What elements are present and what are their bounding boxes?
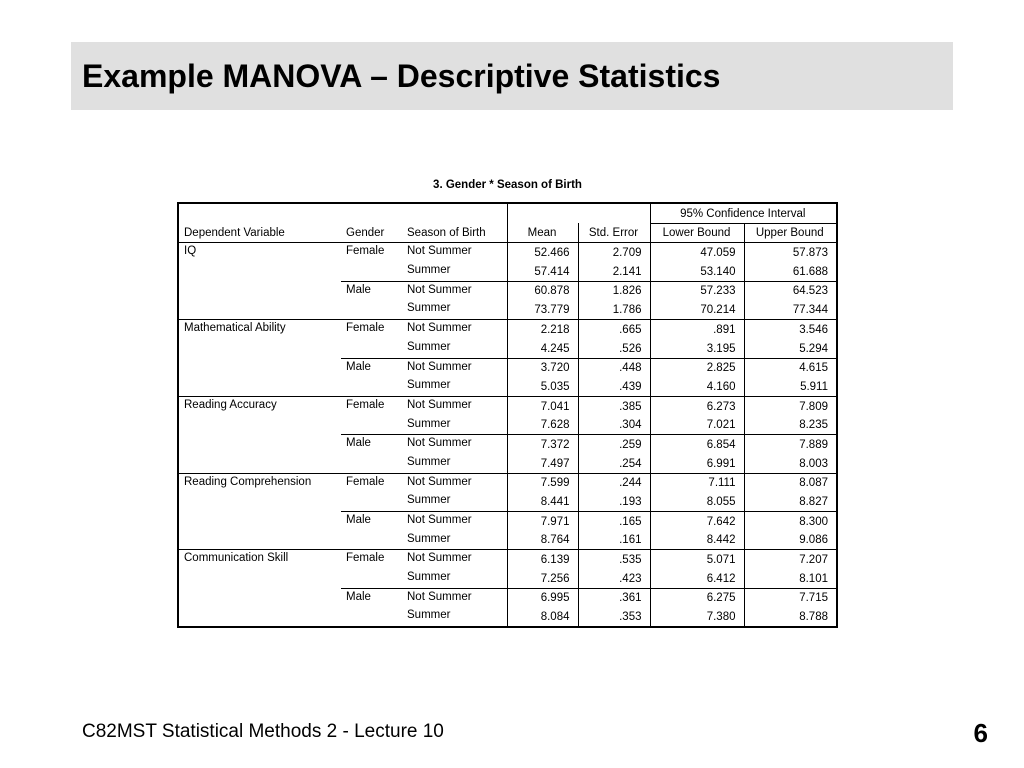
table-row [178,454,837,473]
slide-title: Example MANOVA – Descriptive Statistics [82,58,721,94]
cell-upper-bound: 8.003 [744,454,837,473]
cell-season: Not Summer [407,245,472,258]
cell-season: Not Summer [402,588,507,607]
cell-gender [341,300,402,319]
table-row [178,416,837,435]
cell-std-error: 1.826 [578,281,650,300]
table-body [178,243,837,627]
cell-mean: 7.497 [507,454,578,473]
table-row [178,358,837,377]
cell-lower-bound: 70.214 [650,300,744,319]
cell-lower-bound: 53.140 [650,262,744,281]
header-row-ci [178,203,837,223]
cell-mean: 6.995 [507,588,578,607]
cell-upper-bound: 5.911 [744,377,837,396]
cell-lower-bound: 6.991 [650,454,744,473]
cell-dependent-variable [178,262,341,281]
cell-lower-bound: 7.380 [650,607,744,627]
col-header-std-error: Std. Error [578,223,650,243]
cell-std-error: .439 [578,377,650,396]
cell-std-error: .161 [578,531,650,550]
cell-std-error: .165 [578,512,650,531]
table-caption: 3. Gender * Season of Birth [433,179,582,191]
header-row-columns [178,223,837,243]
table-row [178,377,837,396]
cell-std-error: .385 [578,396,650,415]
cell-lower-bound: 47.059 [650,243,744,262]
table-row [178,300,837,319]
cell-upper-bound: 7.715 [744,588,837,607]
cell-mean: 52.466 [507,243,578,262]
table-row [178,396,837,415]
cell-mean: 8.441 [507,492,578,511]
cell-dependent-variable [178,377,341,396]
cell-dependent-variable [178,339,341,358]
footer-course-title: C82MST Statistical Methods 2 - Lecture 10 [82,721,444,742]
cell-gender [341,416,402,435]
cell-std-error: .193 [578,492,650,511]
cell-lower-bound: 6.412 [650,569,744,588]
cell-upper-bound: 77.344 [744,300,837,319]
cell-lower-bound: 7.111 [650,473,744,492]
table-row [178,588,837,607]
cell-mean: 7.628 [507,416,578,435]
cell-upper-bound: 4.615 [744,358,837,377]
cell-mean: 3.720 [507,358,578,377]
cell-season: Summer [407,302,451,315]
header-spacer [402,203,507,223]
cell-dependent-variable: IQ [184,245,197,258]
cell-season: Not Summer [402,435,507,454]
cell-lower-bound: 4.160 [650,377,744,396]
cell-gender [341,454,402,473]
col-header-mean: Mean [507,223,578,243]
cell-dependent-variable: Reading Comprehension [178,473,341,492]
cell-mean: 8.084 [507,607,578,627]
cell-std-error: .526 [578,339,650,358]
table-row [178,607,837,627]
cell-gender: Male [341,358,402,377]
cell-std-error: 2.141 [578,262,650,281]
cell-lower-bound: 8.442 [650,531,744,550]
cell-std-error: .423 [578,569,650,588]
cell-lower-bound: 6.854 [650,435,744,454]
cell-dependent-variable [178,416,341,435]
page-number: 6 [973,718,988,748]
cell-upper-bound: 5.294 [744,339,837,358]
col-header-upper-bound: Upper Bound [744,223,837,243]
table-row [178,320,837,339]
cell-std-error: .448 [578,358,650,377]
cell-upper-bound: 9.086 [744,531,837,550]
cell-lower-bound: 6.273 [650,396,744,415]
cell-mean: 60.878 [507,281,578,300]
cell-mean: 4.245 [507,339,578,358]
cell-season: Not Summer [402,281,507,300]
table-row [178,569,837,588]
table-row [178,435,837,454]
cell-dependent-variable [178,454,341,473]
cell-dependent-variable [178,435,341,454]
cell-upper-bound: 8.087 [744,473,837,492]
cell-dependent-variable [178,531,341,550]
table-row [178,262,837,281]
cell-upper-bound: 64.523 [744,281,837,300]
cell-upper-bound: 8.101 [744,569,837,588]
cell-gender [341,262,402,281]
cell-lower-bound: 57.233 [650,281,744,300]
table-row [178,550,837,569]
cell-std-error: 1.786 [578,300,650,319]
col-header-season: Season of Birth [402,223,507,243]
cell-gender [341,607,402,627]
cell-season: Summer [407,455,451,468]
col-header-dependent-variable: Dependent Variable [178,223,341,243]
cell-gender [341,492,402,511]
cell-season: Summer [407,340,451,353]
cell-std-error: 2.709 [578,243,650,262]
table-row [178,531,837,550]
cell-std-error: .259 [578,435,650,454]
cell-dependent-variable: Reading Accuracy [178,396,341,415]
header-spacer [341,203,402,223]
cell-upper-bound: 8.827 [744,492,837,511]
cell-upper-bound: 7.809 [744,396,837,415]
cell-dependent-variable [178,569,341,588]
cell-gender: Female [341,473,402,492]
cell-season: Summer [407,609,451,622]
cell-mean: 8.764 [507,531,578,550]
cell-std-error: .244 [578,473,650,492]
cell-upper-bound: 8.235 [744,416,837,435]
cell-lower-bound: 6.275 [650,588,744,607]
cell-season: Summer [407,264,451,277]
table-row [178,339,837,358]
cell-gender [341,569,402,588]
cell-dependent-variable [178,588,341,607]
cell-dependent-variable [178,300,341,319]
ci-header: 95% Confidence Interval [650,203,837,223]
cell-dependent-variable [178,512,341,531]
cell-gender: Male [341,588,402,607]
cell-dependent-variable: Communication Skill [178,550,341,569]
cell-gender: Male [341,281,402,300]
cell-mean: 6.139 [507,550,578,569]
cell-gender: Female [341,320,402,339]
cell-dependent-variable [178,492,341,511]
cell-season: Summer [407,532,451,545]
cell-mean: 7.971 [507,512,578,531]
cell-mean: 73.779 [507,300,578,319]
cell-gender [341,531,402,550]
cell-std-error: .353 [578,607,650,627]
cell-mean: 57.414 [507,262,578,281]
cell-lower-bound: 5.071 [650,550,744,569]
cell-dependent-variable: Mathematical Ability [178,320,341,339]
cell-season: Summer [407,571,451,584]
cell-dependent-variable [178,281,341,300]
cell-std-error: .535 [578,550,650,569]
cell-mean: 7.599 [507,473,578,492]
cell-mean: 7.041 [507,396,578,415]
cell-lower-bound: .891 [650,320,744,339]
cell-gender: Male [341,512,402,531]
cell-lower-bound: 8.055 [650,492,744,511]
table-row [178,512,837,531]
cell-season: Not Summer [402,512,507,531]
cell-gender [341,339,402,358]
cell-upper-bound: 7.889 [744,435,837,454]
header-spacer [578,203,650,223]
table-row [178,473,837,492]
cell-upper-bound: 8.300 [744,512,837,531]
cell-lower-bound: 7.642 [650,512,744,531]
table-row [178,281,837,300]
cell-season: Not Summer [402,320,507,339]
cell-dependent-variable [178,358,341,377]
header-spacer [507,203,578,223]
cell-gender: Male [341,435,402,454]
cell-upper-bound: 7.207 [744,550,837,569]
cell-lower-bound: 3.195 [650,339,744,358]
cell-mean: 7.256 [507,569,578,588]
cell-season: Not Summer [402,473,507,492]
table-header [178,203,837,243]
descriptive-statistics-table [177,202,838,628]
cell-mean: 2.218 [507,320,578,339]
table-row [178,243,837,262]
cell-season: Not Summer [402,358,507,377]
title-bar [71,42,953,110]
cell-season: Summer [407,494,451,507]
cell-season: Not Summer [402,550,507,569]
cell-mean: 5.035 [507,377,578,396]
cell-season: Not Summer [402,396,507,415]
col-header-gender: Gender [341,223,402,243]
cell-dependent-variable [178,607,341,627]
cell-std-error: .254 [578,454,650,473]
cell-gender: Female [341,396,402,415]
cell-season: Summer [407,379,451,392]
cell-gender [341,377,402,396]
cell-mean: 7.372 [507,435,578,454]
cell-upper-bound: 8.788 [744,607,837,627]
cell-upper-bound: 57.873 [744,243,837,262]
cell-season: Summer [407,417,451,430]
cell-upper-bound: 61.688 [744,262,837,281]
cell-upper-bound: 3.546 [744,320,837,339]
cell-std-error: .304 [578,416,650,435]
col-header-lower-bound: Lower Bound [650,223,744,243]
cell-lower-bound: 7.021 [650,416,744,435]
cell-gender: Female [341,550,402,569]
cell-std-error: .665 [578,320,650,339]
table-row [178,492,837,511]
cell-gender: Female [346,245,385,258]
cell-std-error: .361 [578,588,650,607]
cell-lower-bound: 2.825 [650,358,744,377]
header-spacer [178,203,341,223]
